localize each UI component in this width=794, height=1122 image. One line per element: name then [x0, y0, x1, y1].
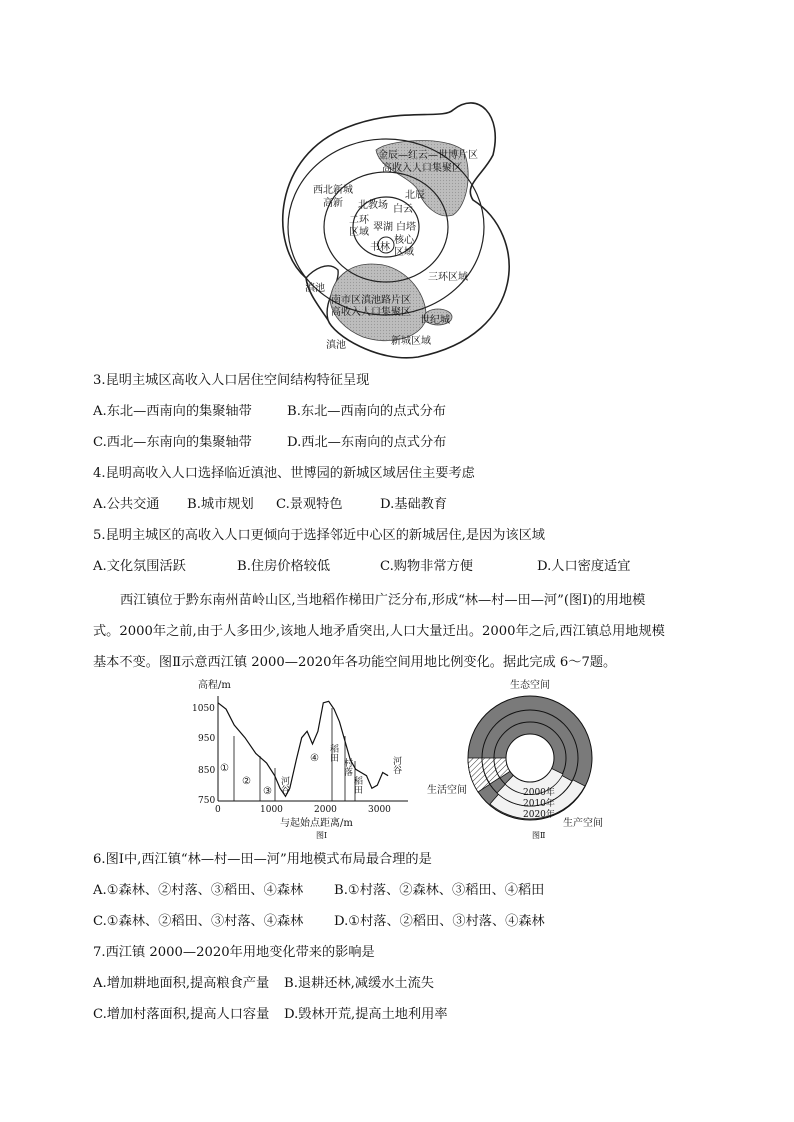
q5-option-c[interactable]: C.购物非常方便 — [380, 559, 473, 574]
fig1-xtick-0: 0 — [215, 805, 221, 815]
q4-option-b[interactable]: B.城市规划 — [187, 497, 254, 512]
figure-1-profile — [190, 676, 420, 846]
q7-option-d[interactable]: D.毁林开荒,提高土地利用率 — [284, 1007, 448, 1022]
fig1-paddy-1: 稻田 — [328, 744, 338, 762]
fig2-label-production: 生产空间 — [563, 818, 603, 829]
q3-option-d[interactable]: D.西北—东南向的点式分布 — [287, 435, 447, 450]
label-gaoxin: 高新 — [323, 198, 343, 209]
label-dianchi-bottom: 滇池 — [326, 340, 346, 351]
fig1-ytick-850: 850 — [198, 766, 216, 776]
q7-option-c[interactable]: C.增加村落面积,提高人口容量 — [93, 1007, 270, 1022]
label-jinchen: 金辰—红云—世博片区 — [378, 150, 478, 161]
label-dianchi-left: 滇池 — [305, 283, 325, 294]
fig1-ylabel: 高程/m — [198, 680, 231, 691]
q3-option-a[interactable]: A.东北—西南向的集聚轴带 — [93, 404, 252, 419]
label-shulin: 书林 — [370, 242, 390, 253]
fig2-label-eco: 生态空间 — [510, 680, 550, 691]
q5-option-d[interactable]: D.人口密度适宜 — [537, 559, 631, 574]
label-xincheng: 新城区域 — [391, 336, 431, 347]
passage-line-3: 基本不变。图Ⅱ示意西江镇 2000—2020年各功能空间用地比例变化。据此完成 6～7题。 — [93, 655, 617, 670]
q4-option-a[interactable]: A.公共交通 — [93, 497, 160, 512]
label-shiji: 世纪城 — [420, 315, 450, 326]
q4-option-c[interactable]: C.景观特色 — [276, 497, 343, 512]
label-cuihu: 翠湖 — [373, 222, 393, 233]
q6-option-d[interactable]: D.①村落、②稻田、③村落、④森林 — [334, 914, 545, 929]
fig2-caption: 图Ⅱ — [532, 831, 546, 840]
label-nanshi: 南市区滇池路片区 — [331, 295, 411, 306]
fig1-caption: 图Ⅰ — [316, 831, 328, 840]
fig1-ytick-750: 750 — [198, 796, 216, 806]
fig1-xtick-2000: 2000 — [314, 805, 337, 815]
fig2-year-2010: 2010年 — [523, 799, 555, 809]
q3-option-c[interactable]: C.西北—东南向的集聚轴带 — [93, 435, 252, 450]
passage-line-2: 式。2000年之前,由于人多田少,该地人地矛盾突出,人口大量迁出。2000年之后,西江镇总用地规模 — [93, 624, 665, 639]
q3-stem: 3.昆明主城区高收入人口居住空间结构特征呈现 — [93, 373, 370, 388]
q6-option-a[interactable]: A.①森林、②村落、③稻田、④森林 — [93, 883, 304, 898]
q4-stem: 4.昆明高收入人口选择临近滇池、世博园的新城区域居住主要考虑 — [93, 466, 475, 481]
fig2-year-2000: 2000年 — [523, 788, 555, 798]
q3-option-b[interactable]: B.东北—西南向的点式分布 — [287, 404, 446, 419]
q5-option-a[interactable]: A.文化氛围活跃 — [93, 559, 186, 574]
kunming-city-structure-map — [268, 95, 528, 360]
fig2-year-2020: 2020年 — [523, 810, 555, 820]
q6-option-b[interactable]: B.①村落、②森林、③稻田、④稻田 — [334, 883, 545, 898]
fig1-xtick-1000: 1000 — [260, 805, 283, 815]
fig1-ytick-950: 950 — [198, 734, 216, 744]
fig1-zone-4: ④ — [310, 753, 319, 764]
label-xibei: 西北新城 — [313, 185, 353, 196]
q5-option-b[interactable]: B.住房价格较低 — [237, 559, 331, 574]
label-baiyun: 白云 — [393, 204, 413, 215]
fig1-river-valley-1: 河谷 — [279, 776, 289, 794]
label-erhuan: 二环 — [349, 215, 369, 226]
fig1-xlabel: 与起始点距离/m — [280, 818, 353, 829]
q6-option-c[interactable]: C.①森林、②稻田、③村落、④森林 — [93, 914, 304, 929]
label-baita: 白塔 — [396, 222, 416, 233]
label-beijiao: 北教场 — [358, 200, 388, 211]
fig2-center-hole — [506, 734, 554, 782]
fig1-river-valley-2: 河谷 — [391, 756, 401, 774]
passage-line-1: 西江镇位于黔东南州苗岭山区,当地稻作梯田广泛分布,形成“林—村—田—河”(图Ⅰ)的用地模 — [120, 593, 646, 608]
label-nanshi-2: 高收入人口集聚区 — [331, 307, 411, 318]
fig2-label-living: 生活空间 — [427, 785, 467, 796]
q5-stem: 5.昆明主城区的高收入人口更倾向于选择邻近中心区的新城居住,是因为该区域 — [93, 528, 545, 543]
q7-option-b[interactable]: B.退耕还林,减缓水土流失 — [284, 976, 434, 991]
fig1-village: 村落 — [342, 758, 352, 776]
label-erhuan-2: 区域 — [349, 227, 369, 238]
label-sanhuan: 三环区域 — [428, 272, 468, 283]
fig1-zone-3: ③ — [263, 786, 272, 797]
label-jinchen-2: 高收入人口集聚区 — [382, 163, 462, 174]
q4-option-d[interactable]: D.基础教育 — [380, 497, 448, 512]
fig1-paddy-2: 稻田 — [352, 776, 362, 794]
q6-stem: 6.图Ⅰ中,西江镇“林—村—田—河”用地模式布局最合理的是 — [93, 852, 432, 867]
fig1-zone-2: ② — [242, 776, 251, 787]
label-hexin-2: 区域 — [394, 247, 414, 258]
fig1-ytick-1050: 1050 — [192, 704, 215, 714]
label-beichen: 北辰 — [405, 190, 425, 201]
fig1-xtick-3000: 3000 — [368, 805, 391, 815]
q7-option-a[interactable]: A.增加耕地面积,提高粮食产量 — [93, 976, 270, 991]
q7-stem: 7.西江镇 2000—2020年用地变化带来的影响是 — [93, 945, 375, 960]
label-hexin: 核心 — [394, 235, 414, 246]
figure-2-ring-chart — [425, 676, 625, 846]
fig1-zone-1: ① — [220, 763, 229, 774]
